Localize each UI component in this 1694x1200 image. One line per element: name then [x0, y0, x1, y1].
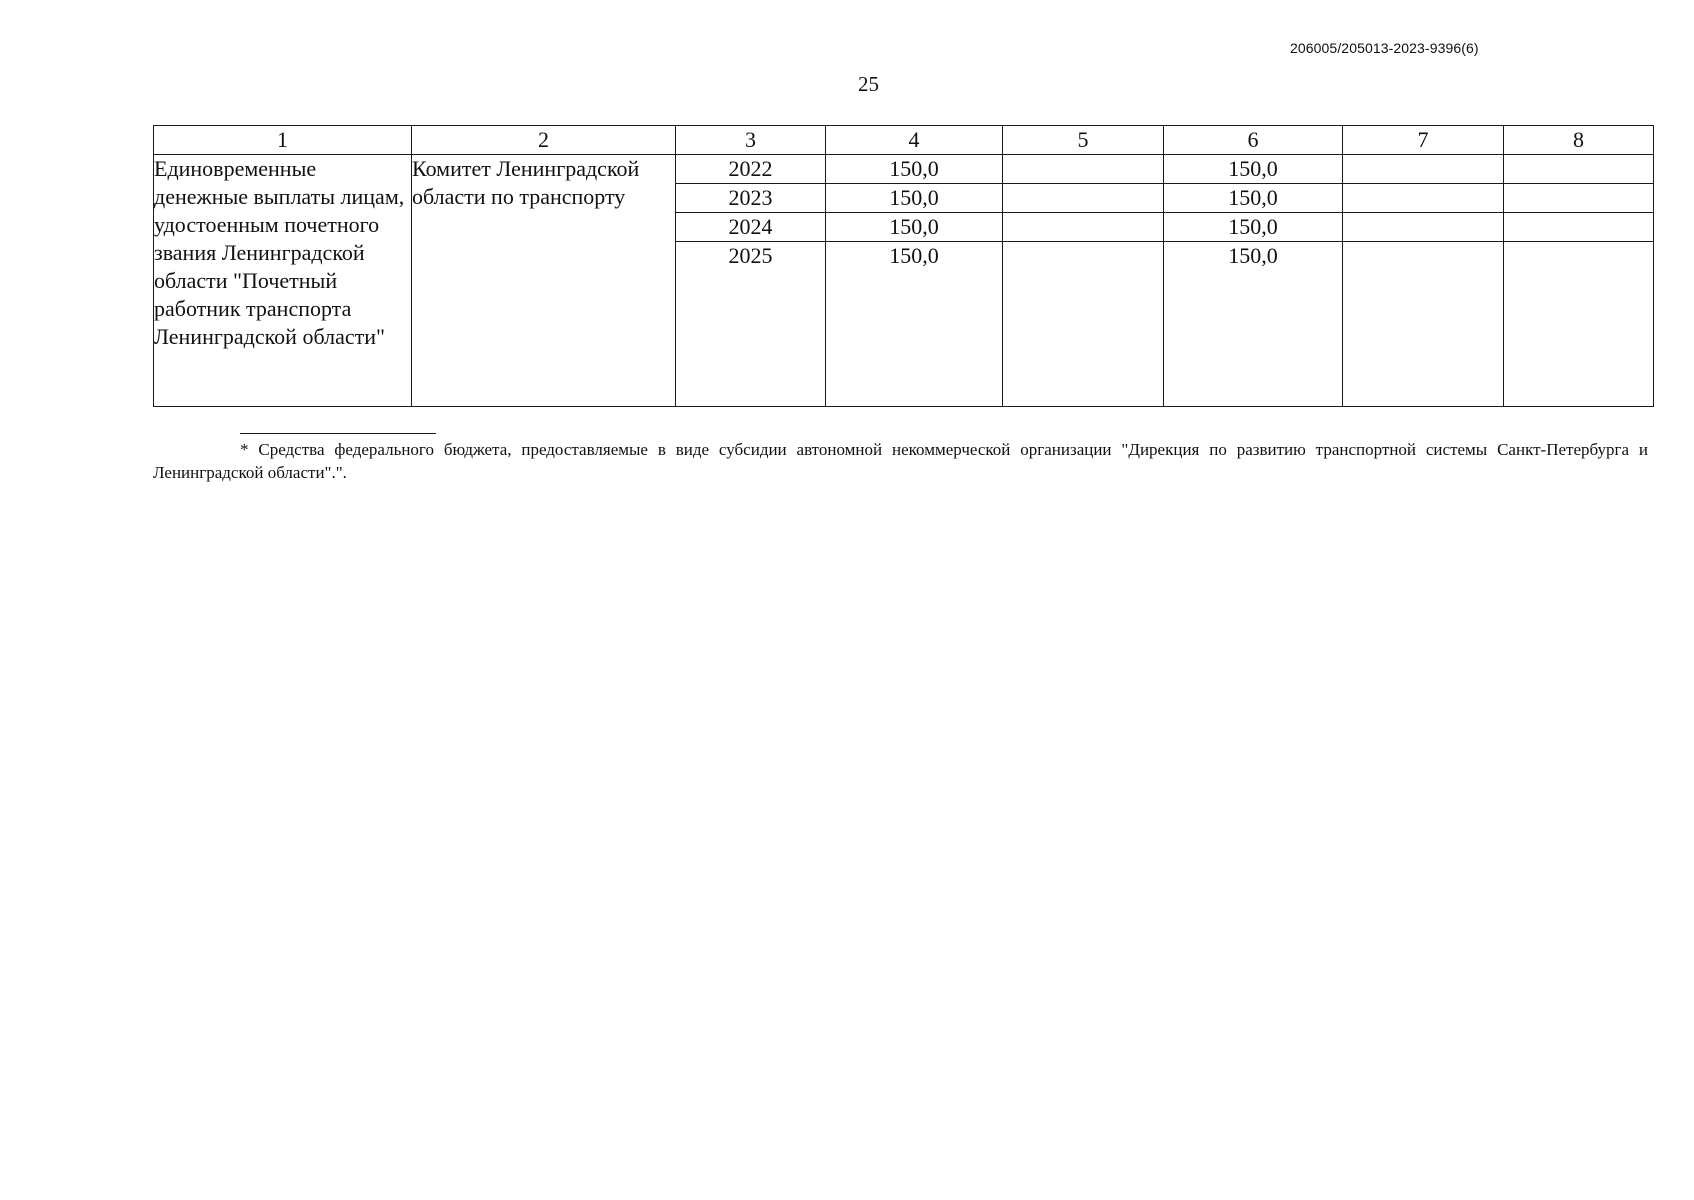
- column-header: 5: [1003, 126, 1164, 155]
- table-row: [154, 155, 1654, 184]
- document-id: 206005/205013-2023-9396(6): [1290, 40, 1479, 56]
- value-cell: [1343, 155, 1504, 184]
- value-cell: 150,0: [1164, 213, 1343, 242]
- value-cell: [1343, 213, 1504, 242]
- value-cell: [1504, 213, 1654, 242]
- column-header: 8: [1504, 126, 1654, 155]
- value-cell: 150,0: [1164, 155, 1343, 184]
- value-cell: 150,0: [826, 213, 1003, 242]
- value-cell: [1003, 184, 1164, 213]
- value-cell: 150,0: [1164, 242, 1343, 407]
- value-cell: [1504, 155, 1654, 184]
- page-number: 25: [858, 72, 879, 96]
- value-cell: 150,0: [826, 184, 1003, 213]
- value-cell: [1504, 184, 1654, 213]
- year-cell: 2025: [676, 242, 826, 407]
- column-header: 1: [154, 126, 412, 155]
- value-cell: [1003, 213, 1164, 242]
- responsible-cell: Комитет Ленинградской области по транспорту: [412, 155, 676, 407]
- year-cell: 2023: [676, 184, 826, 213]
- column-header: 2: [412, 126, 676, 155]
- column-header: 6: [1164, 126, 1343, 155]
- value-cell: 150,0: [826, 155, 1003, 184]
- measure-name-cell: Единовременные денежные выплаты лицам, удостоенным почетного звания Ленинградской области "Почетный работник транспорта Ленинградской области": [154, 155, 412, 407]
- value-cell: [1343, 242, 1504, 407]
- year-cell: 2022: [676, 155, 826, 184]
- value-cell: [1003, 155, 1164, 184]
- year-cell: 2024: [676, 213, 826, 242]
- footnote-divider: [240, 433, 436, 434]
- value-cell: [1343, 184, 1504, 213]
- column-header: 4: [826, 126, 1003, 155]
- column-header: 3: [676, 126, 826, 155]
- value-cell: [1504, 242, 1654, 407]
- value-cell: 150,0: [826, 242, 1003, 407]
- value-cell: 150,0: [1164, 184, 1343, 213]
- column-header: 7: [1343, 126, 1504, 155]
- budget-table: [153, 125, 1654, 407]
- footnote-text: * Средства федерального бюджета, предоставляемые в виде субсидии автономной некоммерческой организации "Дирекция по развитию транспортной системы Санкт-Петербурга и Ленинградской области".".: [153, 440, 1648, 482]
- value-cell: [1003, 242, 1164, 407]
- column-number-row: [154, 126, 1654, 155]
